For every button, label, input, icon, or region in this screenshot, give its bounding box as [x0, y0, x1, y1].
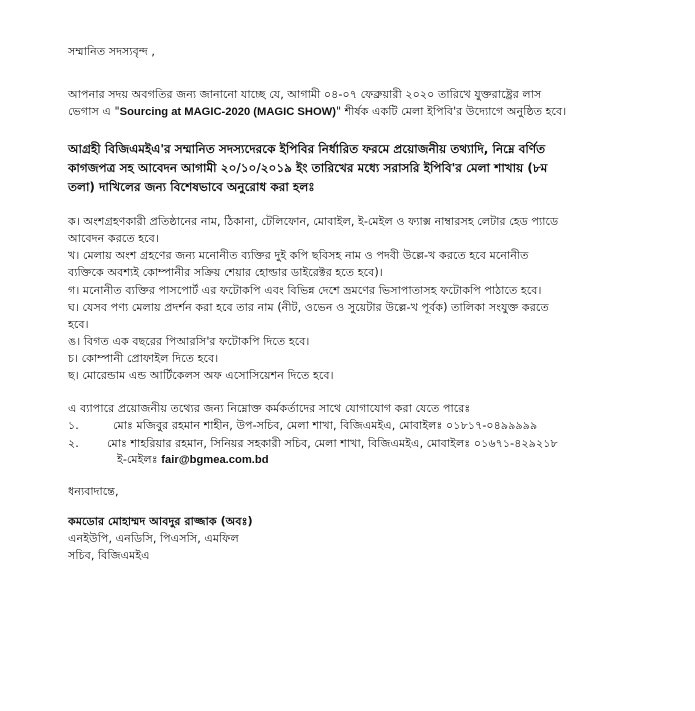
intro-text-a: ভেগাস এ ": [68, 105, 120, 118]
email-label: ই-মেইলঃ: [117, 453, 162, 466]
req-ga-1: গ। মনোনীত ব্যক্তির পাসপোর্ট এর ফটোকপি এবং বিভিন্ন দেশে ভ্রমণের ভিসাপাতাসহ ফটোকপি পাঠাতে হবে।: [68, 284, 542, 297]
salutation: সম্মানিত সদস্যবৃন্দ ,: [68, 45, 155, 58]
signatory-name: কমডোর মোহাম্মদ আবদুর রাজ্জাক (অবঃ): [68, 515, 253, 528]
req-gha-2: হবে।: [68, 318, 89, 331]
req-chha-1: ছ। মোরেন্ডাম এন্ড আর্টিকেলস অফ এসোসিয়েশন দিতে হবে।: [68, 369, 334, 382]
intro-text-b: " শীর্ষক একটি মেলা ইপিবি'র উদ্যোগে অনুষ্ঠিত হবে।: [335, 105, 567, 118]
intro-line-1: আপনার সদয় অবগতির জন্য জানানো যাচ্ছে যে, আগামী ০৪-০৭ ফেব্রুয়ারী ২০২০ তারিখে যুক্তরাষ্ট্রের লাস: [68, 88, 542, 101]
req-ka-2: আবেদন করতে হবে।: [68, 232, 159, 245]
contact-2-text: মোঃ শাহরিয়ার রহমান, সিনিয়র সহকারী সচিব, মেলা শাখা, বিজিএমইএ, মোবাইলঃ ০১৬৭১-৪২৯২১৮: [107, 437, 558, 450]
request-line-3: তলা) দাখিলের জন্য বিশেষভাবে অনুরোধ করা হলঃ: [68, 180, 315, 194]
request-line-2: কাগজপত্র সহ আবেদন আগামী ২০/১০/২০১৯ ইং তারিখের মধ্যে সরাসরি ইপিবি'র মেলা শাখায় (৮ম: [68, 161, 548, 175]
email-line: [117, 453, 269, 467]
req-ka-1: ক। অংশগ্রহণকারী প্রতিষ্ঠানের নাম, ঠিকানা, টেলিফোন, মোবাইল, ই-মেইল ও ফ্যাক্স নাম্বারসহ লেটার হেড প্যাডে: [68, 215, 559, 228]
contact-1-text: মোঃ মজিবুর রহমান শাহীন, উপ-সচিব, মেলা শাখা, বিজিএমইএ, মোবাইলঃ ০১৮১৭-০৪৯৯৯৯৯: [113, 419, 538, 432]
closing: ধন্যবাদান্তে,: [68, 485, 119, 498]
signatory-credentials: এনইউপি, এনডিসি, পিএসসি, এমফিল: [68, 532, 239, 545]
event-name: Sourcing at MAGIC-2020 (MAGIC SHOW): [119, 106, 336, 118]
req-gha-1: ঘ। যেসব পণ্য মেলায় প্রদর্শন করা হবে তার নাম (নীট, ওভেন ও সুয়েটার উল্লে-খ পূর্বক) তালিকা সংযুক্ত করতে: [68, 301, 549, 314]
contact-2-num: ২.: [68, 437, 79, 450]
contact-1-num: ১.: [68, 419, 79, 432]
intro-line-2: [68, 105, 566, 119]
req-uma-1: ঙ। বিগত এক বছরের পিআরসি'র ফটোকপি দিতে হবে।: [68, 335, 310, 348]
req-kha-2: ব্যক্তিকে অবশ্যই কোম্পানীর সক্রিয় শেয়ার হোল্ডার ডাইরেক্টর হতে হবে)।: [68, 266, 383, 279]
request-line-1: আগ্রহী বিজিএমইএ'র সম্মানিত সদস্যদেরকে ইপিবির নির্ধারিত ফরমে প্রয়োজনীয় তথ্যাদি, নিম্নে বর্ণিত: [68, 142, 546, 156]
req-kha-1: খ। মেলায় অংশ গ্রহণের জন্য মনোনীত ব্যক্তির দুই কপি ছবিসহ নাম ও পদবী উল্লে-খ করতে হবে মনোনীত: [68, 249, 529, 262]
email-address: fair@bgmea.com.bd: [161, 454, 269, 466]
req-cha-1: চ। কোম্পানী প্রোফাইল দিতে হবে।: [68, 352, 219, 365]
signatory-title: সচিব, বিজিএমইএ: [68, 549, 150, 562]
contact-intro: এ ব্যাপারে প্রয়োজনীয় তথ্যের জন্য নিম্নোক্ত কর্মকর্তাদের সাথে যোগাযোগ করা যেতে পারেঃ: [68, 402, 471, 415]
